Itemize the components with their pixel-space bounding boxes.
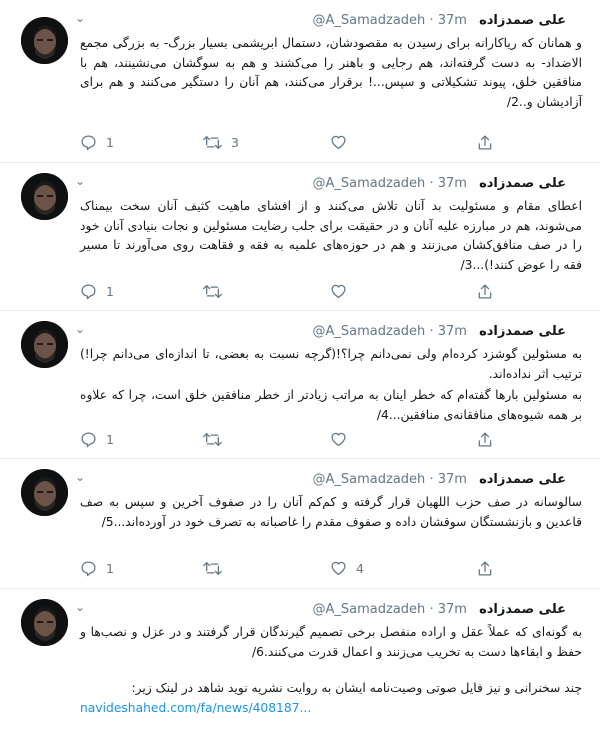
timestamp[interactable]: · 37m: [429, 176, 467, 191]
tweet-paragraph: به مسئولین گوشزد کرده‌ام ولی نمی‌دانم چرا؟!(گرچه نسبت به بعضی، تا اندازه‌ای می‌دانم چرا!) ترتیب اثر نداده‌اند.: [80, 347, 582, 381]
like-button[interactable]: [330, 281, 356, 301]
reply-count: 1: [106, 283, 114, 299]
timestamp[interactable]: · 37m: [429, 13, 467, 28]
paragraph-gap: [80, 662, 582, 679]
author-name[interactable]: علی صمدزاده: [479, 176, 566, 191]
reply-icon: [80, 560, 97, 577]
author-name[interactable]: علی صمدزاده: [479, 602, 566, 617]
chevron-down-icon[interactable]: ⌄: [74, 600, 86, 614]
share-icon: [477, 134, 493, 151]
like-button[interactable]: [330, 558, 364, 578]
tweet-paragraph: سالوسانه در صف حزب اللهیان قرار گرفته و کم‌کم آنان را در صفوف آخرین و سپس به صف قاعدین و بازنشستگان سوقشان داده و صفوف مقدم را غاصبانه به تصرف خود در آورده‌اند...5/: [80, 495, 582, 529]
avatar[interactable]: [21, 173, 68, 220]
author-handle[interactable]: @A_Samadzadeh: [312, 472, 426, 487]
avatar-photo-icon: [21, 321, 68, 368]
reply-button[interactable]: [80, 429, 114, 449]
tweet[interactable]: [0, 163, 600, 311]
retweet-button[interactable]: [203, 281, 231, 301]
retweet-button[interactable]: [203, 558, 231, 578]
author-handle[interactable]: @A_Samadzadeh: [312, 176, 426, 191]
avatar[interactable]: [21, 321, 68, 368]
retweet-icon: [203, 431, 222, 448]
tweet-text: [80, 34, 582, 112]
retweet-button[interactable]: [203, 429, 231, 449]
timestamp[interactable]: · 37m: [429, 324, 467, 339]
tweet-header: [72, 599, 584, 621]
heart-icon: [330, 134, 347, 150]
retweet-icon: [203, 283, 222, 300]
tweet[interactable]: [0, 459, 600, 589]
tweet-paragraph: اعطای مقام و مسئولیت بد آنان تلاش می‌کنند و از افشای ماهیت کثیف آنان سخت بیمناک می‌شوند، هم در مبارزه علیه آنان و در حقیقت برای جلب رضایت مسئولین و نجات بنیادی آنان خود را در صف منافق‌کشان می‌زنند و هم در حوزه‌های علمیه به فقه و فقاهت روی می‌آورند تا مسیر فقه را عوض کنند!)...3/: [80, 199, 582, 272]
avatar[interactable]: [21, 469, 68, 516]
heart-icon: [330, 283, 347, 299]
retweet-button[interactable]: [203, 132, 239, 152]
avatar-photo-icon: [21, 599, 68, 646]
tweet-actions: [78, 281, 518, 301]
heart-icon: [330, 560, 347, 576]
reply-button[interactable]: [80, 558, 114, 578]
author-name[interactable]: علی صمدزاده: [479, 324, 566, 339]
chevron-down-icon[interactable]: ⌄: [74, 470, 86, 484]
avatar-photo-icon: [21, 17, 68, 64]
reply-icon: [80, 431, 97, 448]
retweet-icon: [203, 560, 222, 577]
share-icon: [477, 560, 493, 577]
tweet-header: [72, 321, 584, 343]
chevron-down-icon[interactable]: ⌄: [74, 11, 86, 25]
like-count: 4: [356, 560, 364, 576]
tweet-text: [80, 197, 582, 275]
avatar[interactable]: [21, 17, 68, 64]
reply-count: 1: [106, 431, 114, 447]
retweet-count: 3: [231, 134, 239, 150]
timestamp[interactable]: · 37m: [429, 602, 467, 617]
avatar-photo-icon: [21, 173, 68, 220]
tweet[interactable]: [0, 311, 600, 459]
reply-icon: [80, 283, 97, 300]
tweet-header: [72, 173, 584, 195]
tweet[interactable]: [0, 589, 600, 745]
tweet-paragraph: به مسئولین بارها گفته‌ام که خطر اینان به مراتب زیادتر از خطر منافقین خلق است، چرا که علاوه بر همه شیوه‌های منافقانه‌ی منافقین...4/: [80, 388, 582, 422]
retweet-icon: [203, 134, 222, 151]
reply-count: 1: [106, 560, 114, 576]
author-name[interactable]: علی صمدزاده: [479, 472, 566, 487]
reply-button[interactable]: [80, 132, 114, 152]
tweet-actions: [78, 429, 518, 449]
tweet-paragraph: به گونه‌ای که عملاً عقل و اراده منفصل برخی تصمیم گیرندگان قرار گرفتند و در عزل و نصب‌ها و حفظ و ابقاءها دست به تخریب می‌زنند و اعمال قدرت می‌کنند.6/: [80, 625, 582, 659]
tweet-actions: [78, 558, 518, 578]
chevron-down-icon[interactable]: ⌄: [74, 174, 86, 188]
share-button[interactable]: [477, 429, 493, 449]
share-icon: [477, 431, 493, 448]
like-button[interactable]: [330, 132, 356, 152]
tweet-actions: [78, 132, 518, 152]
timestamp[interactable]: · 37m: [429, 472, 467, 487]
author-name[interactable]: علی صمدزاده: [479, 13, 566, 28]
heart-icon: [330, 431, 347, 447]
chevron-down-icon[interactable]: ⌄: [74, 322, 86, 336]
tweet-text: [80, 345, 582, 425]
tweet-paragraph: و همانان که ریاکارانه برای رسیدن به مقصودشان، دستمال ابریشمی بسیار بزرگ- به بزرگی مجمع الاضداد- به دست گرفته‌اند، هم رجایی و باهنر را می‌کشند و هم به سوگشان می‌نشینند، هم با منافقین خلق، پیوند تشکیلاتی و سپس...! برقرار می‌کنند، هم آنان را دستگیر می‌کنند و هم برای آزادیشان و..2/: [80, 36, 582, 109]
share-icon: [477, 283, 493, 300]
tweet-header: [72, 469, 584, 491]
author-handle[interactable]: @A_Samadzadeh: [312, 13, 426, 28]
reply-icon: [80, 134, 97, 151]
tweet[interactable]: [0, 0, 600, 163]
share-button[interactable]: [477, 132, 493, 152]
tweet-paragraph: چند سخنرانی و نیز فایل صوتی وصیت‌نامه ایشان به روایت نشریه نوید شاهد در لینک زیر:: [131, 681, 582, 695]
reply-count: 1: [106, 134, 114, 150]
avatar[interactable]: [21, 599, 68, 646]
tweet-text: [80, 493, 582, 532]
author-handle[interactable]: @A_Samadzadeh: [312, 602, 426, 617]
avatar-photo-icon: [21, 469, 68, 516]
article-link[interactable]: navideshahed.com/fa/news/408187...: [80, 700, 312, 715]
reply-button[interactable]: [80, 281, 114, 301]
share-button[interactable]: [477, 281, 493, 301]
author-handle[interactable]: @A_Samadzadeh: [312, 324, 426, 339]
like-button[interactable]: [330, 429, 356, 449]
tweet-header: [72, 10, 584, 32]
tweet-text: [80, 623, 582, 718]
share-button[interactable]: [477, 558, 493, 578]
